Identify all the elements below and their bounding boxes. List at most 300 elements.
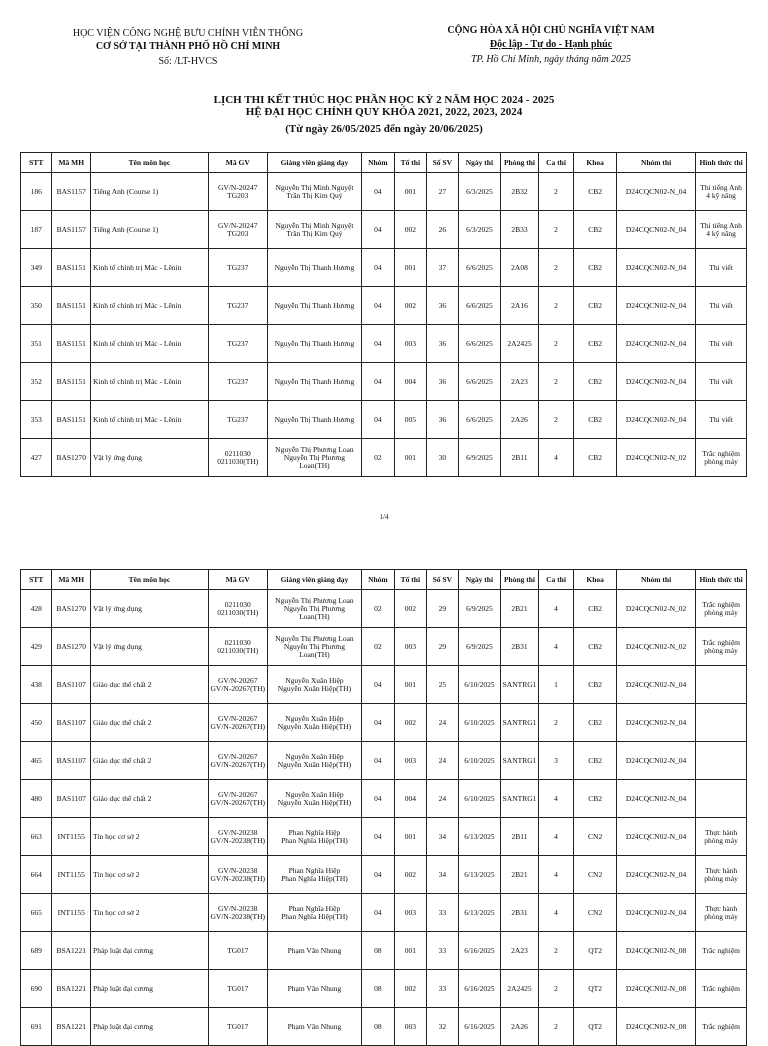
cell-exam-date: 6/3/2025 [458,211,501,249]
cell-group: 04 [362,894,394,932]
cell-course-name: Pháp luật đại cương [91,1008,209,1046]
cell-course-code: BAS1151 [52,325,91,363]
cell-exam-team: 003 [394,1008,426,1046]
cell-course-name: Kinh tế chính trị Mác - Lênin [91,287,209,325]
cell-course-code: BAS1157 [52,211,91,249]
cell-exam-date: 6/16/2025 [458,970,501,1008]
cell-exam-team: 001 [394,173,426,211]
cell-exam-room: 2B31 [501,628,539,666]
column-header-exam-shift: Ca thi [538,570,574,590]
cell-exam-format: Thi viết [696,249,747,287]
cell-exam-shift: 2 [538,363,574,401]
cell-lecturer-name: Nguyễn Thị Phương Loan Nguyễn Thị Phương Loan(TH) [267,439,361,477]
column-header-department: Khoa [574,570,617,590]
column-header-department: Khoa [574,153,617,173]
cell-lecturer-name: Nguyễn Thị Minh Nguyệt Trần Thị Kim Quý [267,211,361,249]
cell-lecturer-code: GV/N-20238 GV/N-20238(TH) [208,818,267,856]
cell-exam-team: 002 [394,590,426,628]
cell-exam-date: 6/3/2025 [458,173,501,211]
cell-lecturer-code: GV/N-20267 GV/N-20267(TH) [208,742,267,780]
cell-lecturer-code: TG237 [208,325,267,363]
column-header-stt: STT [21,153,52,173]
cell-lecturer-code: GV/N-20238 GV/N-20238(TH) [208,894,267,932]
cell-exam-date: 6/6/2025 [458,287,501,325]
cell-stt: 428 [21,590,52,628]
table-row [21,173,747,211]
cell-exam-format: Thực hành phòng máy [696,818,747,856]
cell-exam-group: D24CQCN02-N_08 [616,932,695,970]
cell-lecturer-code: GV/N-20247 TG203 [208,173,267,211]
cell-exam-team: 004 [394,780,426,818]
cell-lecturer-code: 0211030 0211030(TH) [208,590,267,628]
cell-stt: 351 [21,325,52,363]
cell-course-name: Giáo dục thể chất 2 [91,780,209,818]
document-number: Số: /LT-HVCS [158,56,218,67]
cell-stt: 663 [21,818,52,856]
column-header-group: Nhóm [362,570,394,590]
table-row [21,628,747,666]
cell-lecturer-name: Nguyễn Thị Phương Loan Nguyễn Thị Phương Loan(TH) [267,590,361,628]
cell-lecturer-code: TG017 [208,970,267,1008]
exam-schedule-table-page-2 [20,569,747,1046]
cell-exam-group: D24CQCN02-N_04 [616,666,695,704]
cell-course-code: BAS1270 [52,439,91,477]
cell-stt: 353 [21,401,52,439]
column-header-exam-team: Tổ thi [394,153,426,173]
page-number: 1/4 [379,513,389,521]
column-header-lecturer-code: Mã GV [208,570,267,590]
cell-lecturer-name: Nguyễn Xuân Hiệp Nguyễn Xuân Hiệp(TH) [267,742,361,780]
table-row [21,401,747,439]
cell-student-count: 33 [427,894,458,932]
column-header-exam-group: Nhóm thi [616,570,695,590]
table-row [21,818,747,856]
cell-course-code: INT1155 [52,856,91,894]
cell-group: 04 [362,287,394,325]
cell-student-count: 24 [427,742,458,780]
cell-course-name: Kinh tế chính trị Mác - Lênin [91,249,209,287]
cell-lecturer-code: GV/N-20247 TG203 [208,211,267,249]
cell-exam-shift: 2 [538,970,574,1008]
table-row [21,742,747,780]
cell-group: 04 [362,780,394,818]
cell-exam-date: 6/6/2025 [458,363,501,401]
cell-course-name: Kinh tế chính trị Mác - Lênin [91,363,209,401]
cell-exam-team: 001 [394,249,426,287]
cell-course-name: Pháp luật đại cương [91,932,209,970]
cell-exam-format: Trắc nghiệm phòng máy [696,590,747,628]
cell-exam-group: D24CQCN02-N_04 [616,894,695,932]
title-line-2: HỆ ĐẠI HỌC CHÍNH QUY KHÓA 2021, 2022, 2023, 2024 [245,106,523,118]
cell-exam-date: 6/16/2025 [458,1008,501,1046]
cell-exam-group: D24CQCN02-N_02 [616,439,695,477]
cell-student-count: 32 [427,1008,458,1046]
cell-lecturer-name: Nguyễn Thị Phương Loan Nguyễn Thị Phương Loan(TH) [267,628,361,666]
cell-course-name: Giáo dục thể chất 2 [91,742,209,780]
cell-exam-shift: 2 [538,173,574,211]
cell-exam-group: D24CQCN02-N_04 [616,401,695,439]
cell-exam-shift: 4 [538,818,574,856]
cell-lecturer-code: TG237 [208,363,267,401]
cell-department: QT2 [574,970,617,1008]
cell-exam-group: D24CQCN02-N_04 [616,818,695,856]
cell-course-name: Vật lý ứng dụng [91,439,209,477]
cell-department: CB2 [574,211,617,249]
column-header-stt: STT [21,570,52,590]
cell-department: CB2 [574,401,617,439]
table-row [21,856,747,894]
table-row [21,287,747,325]
cell-exam-date: 6/10/2025 [458,666,501,704]
cell-exam-format [696,780,747,818]
cell-exam-group: D24CQCN02-N_08 [616,1008,695,1046]
table-row [21,932,747,970]
table-row [21,1008,747,1046]
cell-course-name: Tin học cơ sở 2 [91,818,209,856]
cell-lecturer-name: Phạm Văn Nhung [267,1008,361,1046]
cell-exam-group: D24CQCN02-N_04 [616,363,695,401]
cell-course-name: Giáo dục thể chất 2 [91,704,209,742]
cell-exam-shift: 1 [538,666,574,704]
table-row [21,780,747,818]
cell-stt: 429 [21,628,52,666]
cell-lecturer-code: TG237 [208,287,267,325]
cell-stt: 352 [21,363,52,401]
cell-student-count: 27 [427,173,458,211]
cell-stt: 465 [21,742,52,780]
column-header-course-code: Mã MH [52,153,91,173]
cell-student-count: 36 [427,287,458,325]
cell-exam-group: D24CQCN02-N_04 [616,742,695,780]
cell-student-count: 25 [427,666,458,704]
cell-exam-shift: 2 [538,287,574,325]
cell-exam-format: Thực hành phòng máy [696,894,747,932]
cell-lecturer-name: Nguyễn Thị Thanh Hương [267,287,361,325]
column-header-exam-format: Hình thức thi [696,570,747,590]
cell-department: QT2 [574,932,617,970]
cell-lecturer-code: GV/N-20238 GV/N-20238(TH) [208,856,267,894]
cell-group: 04 [362,704,394,742]
document-title [0,94,768,118]
column-header-exam-group: Nhóm thi [616,153,695,173]
cell-exam-shift: 4 [538,894,574,932]
cell-student-count: 24 [427,704,458,742]
table-row [21,704,747,742]
column-header-course-name: Tên môn học [91,570,209,590]
cell-department: CB2 [574,780,617,818]
column-header-lecturer-code: Mã GV [208,153,267,173]
cell-exam-group: D24CQCN02-N_04 [616,856,695,894]
cell-exam-group: D24CQCN02-N_04 [616,211,695,249]
header-row [21,570,747,590]
cell-group: 02 [362,590,394,628]
cell-department: CB2 [574,439,617,477]
cell-group: 04 [362,666,394,704]
cell-course-name: Tiếng Anh (Course 1) [91,211,209,249]
cell-exam-format: Thi viết [696,287,747,325]
cell-stt: 689 [21,932,52,970]
table-row [21,249,747,287]
title-date-range: (Từ ngày 26/05/2025 đến ngày 20/06/2025) [285,123,483,135]
cell-exam-group: D24CQCN02-N_04 [616,780,695,818]
cell-exam-shift: 4 [538,439,574,477]
cell-exam-team: 002 [394,211,426,249]
column-header-student-count: Số SV [427,153,458,173]
cell-lecturer-code: TG237 [208,249,267,287]
cell-exam-group: D24CQCN02-N_04 [616,287,695,325]
cell-exam-format: Thi tiếng Anh 4 kỹ năng [696,173,747,211]
cell-student-count: 36 [427,363,458,401]
cell-exam-shift: 2 [538,211,574,249]
cell-exam-team: 003 [394,628,426,666]
cell-stt: 665 [21,894,52,932]
cell-group: 04 [362,249,394,287]
cell-stt: 427 [21,439,52,477]
table-row [21,325,747,363]
cell-exam-shift: 2 [538,932,574,970]
cell-department: CB2 [574,363,617,401]
cell-group: 04 [362,325,394,363]
cell-student-count: 33 [427,970,458,1008]
cell-exam-group: D24CQCN02-N_04 [616,704,695,742]
cell-exam-date: 6/10/2025 [458,704,501,742]
cell-student-count: 26 [427,211,458,249]
cell-stt: 690 [21,970,52,1008]
cell-exam-room: 2A26 [501,1008,539,1046]
cell-lecturer-name: Nguyễn Xuân Hiệp Nguyễn Xuân Hiệp(TH) [267,780,361,818]
cell-student-count: 34 [427,856,458,894]
cell-group: 04 [362,211,394,249]
cell-exam-room: 2A23 [501,363,539,401]
table-row [21,590,747,628]
cell-exam-room: 2A08 [501,249,539,287]
cell-exam-shift: 2 [538,249,574,287]
cell-exam-format: Trắc nghiệm [696,1008,747,1046]
cell-course-code: INT1155 [52,818,91,856]
cell-group: 04 [362,363,394,401]
cell-exam-team: 001 [394,818,426,856]
cell-course-code: BAS1151 [52,401,91,439]
cell-exam-group: D24CQCN02-N_04 [616,325,695,363]
cell-department: CB2 [574,287,617,325]
cell-department: QT2 [574,1008,617,1046]
cell-group: 04 [362,173,394,211]
cell-exam-team: 002 [394,970,426,1008]
cell-exam-team: 004 [394,363,426,401]
cell-exam-format: Thi viết [696,363,747,401]
cell-course-code: BAS1107 [52,704,91,742]
cell-exam-format: Thi tiếng Anh 4 kỹ năng [696,211,747,249]
column-header-exam-date: Ngày thi [458,153,501,173]
cell-group: 08 [362,1008,394,1046]
cell-exam-date: 6/6/2025 [458,325,501,363]
cell-exam-format [696,666,747,704]
national-name: CỘNG HÒA XÃ HỘI CHỦ NGHĨA VIỆT NAM [447,25,655,36]
cell-exam-date: 6/13/2025 [458,856,501,894]
cell-course-name: Vật lý ứng dụng [91,590,209,628]
cell-exam-room: 2B33 [501,211,539,249]
cell-stt: 187 [21,211,52,249]
table-row [21,363,747,401]
cell-exam-team: 002 [394,704,426,742]
cell-course-name: Kinh tế chính trị Mác - Lênin [91,401,209,439]
cell-group: 08 [362,970,394,1008]
cell-department: CB2 [574,666,617,704]
cell-exam-shift: 2 [538,704,574,742]
cell-student-count: 37 [427,249,458,287]
cell-group: 02 [362,628,394,666]
cell-student-count: 29 [427,628,458,666]
cell-exam-format: Trắc nghiệm [696,970,747,1008]
cell-course-code: BAS1151 [52,287,91,325]
cell-exam-room: SANTRG1 [501,666,539,704]
cell-exam-date: 6/13/2025 [458,818,501,856]
cell-course-code: BAS1107 [52,780,91,818]
table-row [21,970,747,1008]
cell-exam-format: Trắc nghiệm phòng máy [696,628,747,666]
campus-name: CƠ SỞ TẠI THÀNH PHỐ HỒ CHÍ MINH [95,41,281,52]
exam-schedule-table-page-1 [20,152,747,477]
cell-course-code: BSA1221 [52,970,91,1008]
cell-exam-date: 6/9/2025 [458,590,501,628]
cell-exam-room: 2B11 [501,439,539,477]
cell-lecturer-name: Nguyễn Thị Minh Nguyệt Trần Thị Kim Quý [267,173,361,211]
cell-exam-shift: 4 [538,856,574,894]
cell-student-count: 33 [427,932,458,970]
cell-exam-format: Trắc nghiệm phòng máy [696,439,747,477]
cell-course-code: BSA1221 [52,932,91,970]
header-row [21,153,747,173]
cell-exam-date: 6/6/2025 [458,401,501,439]
title-line-1: LỊCH THI KẾT THÚC HỌC PHẦN HỌC KỲ 2 NĂM HỌC 2024 - 2025 [213,94,555,106]
cell-exam-room: 2B11 [501,818,539,856]
cell-lecturer-name: Nguyễn Thị Thanh Hương [267,401,361,439]
cell-exam-date: 6/10/2025 [458,742,501,780]
cell-lecturer-name: Nguyễn Thị Thanh Hương [267,363,361,401]
cell-department: CN2 [574,894,617,932]
cell-exam-room: 2B31 [501,894,539,932]
table-row [21,666,747,704]
cell-exam-room: 2B32 [501,173,539,211]
cell-lecturer-code: TG237 [208,401,267,439]
cell-stt: 664 [21,856,52,894]
cell-group: 04 [362,818,394,856]
cell-course-code: BAS1151 [52,249,91,287]
column-header-group: Nhóm [362,153,394,173]
document-date: TP. Hồ Chí Minh, ngày tháng năm 2025 [470,54,632,65]
cell-exam-format: Trắc nghiệm [696,932,747,970]
cell-stt: 438 [21,666,52,704]
cell-course-name: Pháp luật đại cương [91,970,209,1008]
institution-name: HỌC VIỆN CÔNG NGHỆ BƯU CHÍNH VIỄN THÔNG [72,28,304,39]
cell-department: CB2 [574,590,617,628]
cell-lecturer-code: TG017 [208,932,267,970]
cell-exam-shift: 4 [538,628,574,666]
cell-lecturer-name: Phạm Văn Nhung [267,970,361,1008]
cell-stt: 350 [21,287,52,325]
cell-exam-date: 6/13/2025 [458,894,501,932]
cell-exam-room: 2A2425 [501,325,539,363]
cell-exam-room: SANTRG1 [501,742,539,780]
cell-student-count: 36 [427,325,458,363]
cell-stt: 691 [21,1008,52,1046]
cell-course-code: BAS1157 [52,173,91,211]
cell-exam-room: 2A2425 [501,970,539,1008]
cell-lecturer-code: GV/N-20267 GV/N-20267(TH) [208,780,267,818]
cell-exam-group: D24CQCN02-N_08 [616,970,695,1008]
cell-exam-team: 001 [394,439,426,477]
cell-group: 04 [362,742,394,780]
national-header [426,24,676,67]
cell-course-name: Vật lý ứng dụng [91,628,209,666]
cell-exam-date: 6/9/2025 [458,439,501,477]
table-row [21,894,747,932]
cell-exam-format: Thi viết [696,325,747,363]
table-row [21,439,747,477]
institution-header [62,27,314,68]
cell-exam-team: 002 [394,856,426,894]
column-header-exam-room: Phòng thi [501,570,539,590]
cell-exam-shift: 4 [538,780,574,818]
cell-group: 08 [362,932,394,970]
cell-exam-date: 6/9/2025 [458,628,501,666]
cell-department: CB2 [574,173,617,211]
cell-course-code: INT1155 [52,894,91,932]
cell-lecturer-name: Nguyễn Thị Thanh Hương [267,249,361,287]
cell-course-code: BSA1221 [52,1008,91,1046]
cell-course-code: BAS1151 [52,363,91,401]
cell-group: 04 [362,856,394,894]
cell-lecturer-name: Phan Nghĩa Hiệp Phan Nghĩa Hiệp(TH) [267,856,361,894]
cell-group: 04 [362,401,394,439]
cell-exam-date: 6/10/2025 [458,780,501,818]
cell-lecturer-name: Nguyễn Xuân Hiệp Nguyễn Xuân Hiệp(TH) [267,704,361,742]
cell-exam-shift: 2 [538,1008,574,1046]
cell-course-name: Tin học cơ sở 2 [91,856,209,894]
cell-exam-format [696,742,747,780]
column-header-exam-format: Hình thức thi [696,153,747,173]
cell-exam-team: 002 [394,287,426,325]
cell-student-count: 36 [427,401,458,439]
column-header-exam-date: Ngày thi [458,570,501,590]
column-header-course-code: Mã MH [52,570,91,590]
cell-lecturer-code: 0211030 0211030(TH) [208,628,267,666]
cell-exam-group: D24CQCN02-N_04 [616,173,695,211]
cell-exam-format [696,704,747,742]
national-motto: Độc lập - Tự do - Hạnh phúc [489,39,613,50]
cell-exam-room: 2B21 [501,856,539,894]
cell-department: CB2 [574,325,617,363]
cell-lecturer-name: Phan Nghĩa Hiệp Phan Nghĩa Hiệp(TH) [267,894,361,932]
cell-lecturer-code: GV/N-20267 GV/N-20267(TH) [208,666,267,704]
cell-student-count: 24 [427,780,458,818]
column-header-exam-shift: Ca thi [538,153,574,173]
cell-group: 02 [362,439,394,477]
cell-exam-group: D24CQCN02-N_02 [616,628,695,666]
column-header-lecturer-name: Giảng viên giảng dạy [267,153,361,173]
cell-lecturer-name: Phan Nghĩa Hiệp Phan Nghĩa Hiệp(TH) [267,818,361,856]
cell-exam-team: 005 [394,401,426,439]
column-header-exam-room: Phòng thi [501,153,539,173]
cell-exam-room: 2A23 [501,932,539,970]
cell-stt: 186 [21,173,52,211]
cell-course-code: BAS1270 [52,590,91,628]
cell-department: CB2 [574,628,617,666]
cell-exam-shift: 2 [538,325,574,363]
cell-lecturer-code: GV/N-20267 GV/N-20267(TH) [208,704,267,742]
table-row [21,211,747,249]
cell-exam-room: 2A26 [501,401,539,439]
